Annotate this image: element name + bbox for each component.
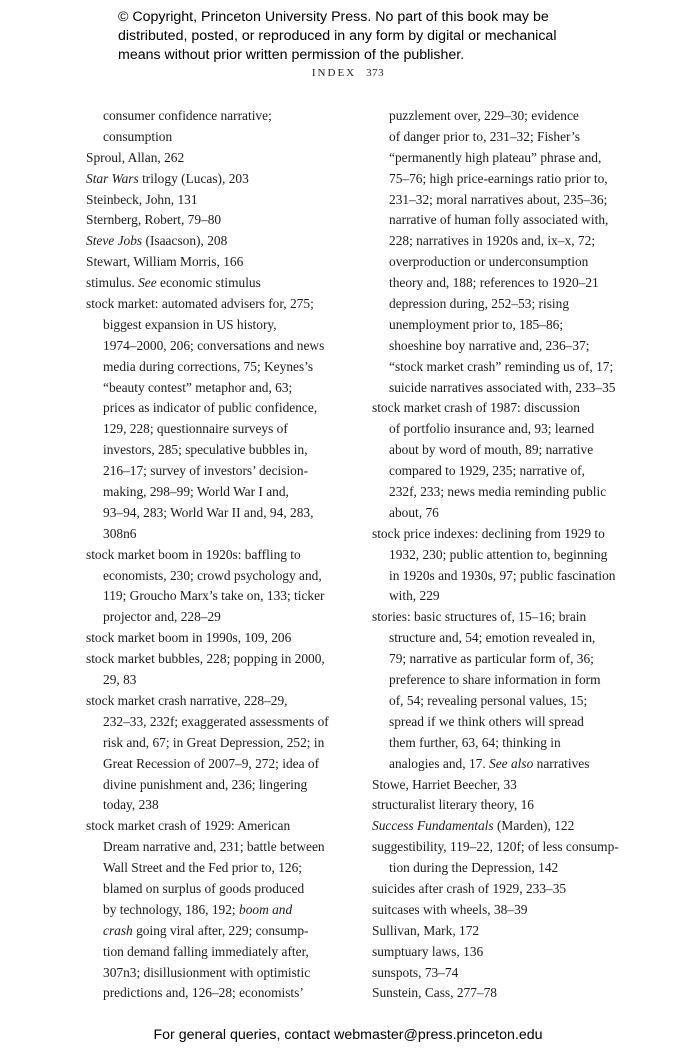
entry-text: narratives	[533, 755, 590, 771]
index-entry-continuation: of danger prior to, 231–32; Fisher’s	[389, 128, 580, 144]
index-entry	[86, 273, 356, 294]
index-entry: Sternberg, Robert, 79–80	[86, 212, 222, 228]
index-entry-continuation: media during corrections, 75; Keynes’s	[103, 358, 314, 374]
index-entry-continuation: tion demand falling immediately after,	[103, 943, 309, 959]
index-entry: stories: basic structures of, 15–16; brain	[372, 609, 587, 625]
index-entry-continuation: compared to 1929, 235; narrative of,	[389, 463, 585, 479]
index-entry-continuation: projector and, 228–29	[103, 609, 221, 625]
index-entry: sumptuary laws, 136	[372, 943, 484, 959]
entry-text: (Isaacson), 208	[142, 233, 228, 249]
italic-title: Star Wars	[86, 170, 139, 186]
index-entry-continuation: 228; narratives in 1920s and, ix–x, 72;	[389, 233, 596, 249]
index-entry-continuation: 129, 228; questionnaire surveys of	[103, 421, 288, 437]
index-entry-continuation: 216–17; survey of investors’ decision-	[103, 463, 309, 479]
index-entry: stock market: automated advisers for, 275;	[86, 296, 314, 312]
index-entry-continuation: them further, 63, 64; thinking in	[389, 734, 561, 750]
index-entry: stock price indexes: declining from 1929 to	[372, 525, 605, 541]
index-entry-continuation: unemployment prior to, 185–86;	[389, 316, 564, 332]
index-column-right	[372, 106, 634, 1004]
italic-title: See also	[489, 755, 534, 771]
index-entry: Sunstein, Cass, 277–78	[372, 985, 497, 1001]
entry-text: by technology, 186, 192;	[103, 901, 239, 917]
index-entry-continuation: depression during, 252–53; rising	[389, 296, 570, 312]
index-entry-continuation	[372, 754, 634, 775]
index-entry: stock market crash narrative, 228–29,	[86, 692, 288, 708]
page-number: 373	[366, 67, 385, 79]
index-entry-continuation: blamed on surplus of goods produced	[103, 880, 305, 896]
index-entry: Sproul, Allan, 262	[86, 149, 185, 165]
index-entry-continuation: 93–94, 283; World War II and, 94, 283,	[103, 504, 314, 520]
entry-text: (Marden), 122	[493, 818, 575, 834]
index-entry: stock market crash of 1929: American	[86, 818, 291, 834]
index-entry-continuation: 1974–2000, 206; conversations and news	[103, 337, 325, 353]
index-entry-continuation: of portfolio insurance and, 93; learned	[389, 421, 595, 437]
index-entry	[372, 816, 634, 837]
index-entry: suitcases with wheels, 38–39	[372, 901, 528, 917]
index-entry-continuation: risk and, 67; in Great Depression, 252; in	[103, 734, 325, 750]
index-entry-continuation: Great Recession of 2007–9, 272; idea of	[103, 755, 320, 771]
italic-title: Steve Jobs	[86, 233, 143, 249]
index-entry-continuation: narrative of human folly associated with,	[389, 212, 609, 228]
index-entry-continuation: Wall Street and the Fed prior to, 126;	[103, 860, 302, 876]
index-entry: Stewart, William Morris, 166	[86, 254, 244, 270]
index-entry-continuation: biggest expansion in US history,	[103, 316, 277, 332]
entry-text: analogies and, 17.	[389, 755, 490, 771]
index-entry-continuation: about, 76	[389, 504, 439, 520]
index-entry-continuation: divine punishment and, 236; lingering	[103, 776, 308, 792]
index-entry-continuation: spread if we think others will spread	[389, 713, 584, 729]
index-column-left	[86, 106, 356, 1004]
index-entry: structuralist literary theory, 16	[372, 797, 535, 813]
index-entry-continuation: 231–32; moral narratives about, 235–36;	[389, 191, 608, 207]
index-entry-continuation: 29, 83	[103, 672, 137, 688]
index-entry-continuation: theory and, 188; references to 1920–21	[389, 275, 599, 291]
index-entry-continuation	[86, 900, 356, 921]
entry-text: economic stimulus	[156, 275, 261, 291]
index-entry	[86, 231, 356, 252]
index-entry-continuation: 1932, 230; public attention to, beginning	[389, 546, 608, 562]
index-entry-continuation: today, 238	[103, 797, 159, 813]
index-entry-continuation: structure and, 54; emotion revealed in,	[389, 630, 596, 646]
index-entry-continuation: overproduction or underconsumption	[389, 254, 589, 270]
index-entry-continuation: with, 229	[389, 588, 440, 604]
index-entry-continuation: suicide narratives associated with, 233–35	[389, 379, 616, 395]
index-entry-continuation: tion during the Depression, 142	[389, 860, 559, 876]
index-entry: Stowe, Harriet Beecher, 33	[372, 776, 517, 792]
index-entry-continuation: “stock market crash” reminding us of, 17;	[389, 358, 614, 374]
index-entry: Steinbeck, John, 131	[86, 191, 198, 207]
index-entry	[86, 169, 356, 190]
index-entry-continuation	[86, 921, 356, 942]
index-entry: suicides after crash of 1929, 233–35	[372, 880, 567, 896]
index-entry-continuation: shoeshine boy narrative and, 236–37;	[389, 337, 590, 353]
index-entry-continuation: Dream narrative and, 231; battle between	[103, 839, 325, 855]
index-entry-continuation: 119; Groucho Marx’s take on, 133; ticker	[103, 588, 325, 604]
running-head-section: INDEX	[311, 67, 357, 79]
index-entry-continuation: making, 298–99; World War I and,	[103, 484, 289, 500]
entry-text: stimulus.	[86, 275, 139, 291]
index-entry-continuation: predictions and, 126–28; economists’	[103, 985, 304, 1001]
index-entry-continuation: 79; narrative as particular form of, 36;	[389, 651, 594, 667]
index-entry-continuation: 232–33, 232f; exaggerated assessments of	[103, 713, 329, 729]
copyright-notice	[118, 8, 618, 65]
index-entry-continuation: economists, 230; crowd psychology and,	[103, 567, 322, 583]
italic-title: crash	[103, 922, 133, 938]
index-entry: stock market boom in 1920s: baffling to	[86, 546, 301, 562]
footer-contact: For general queries, contact webmaster@press.princeton.edu	[153, 1027, 543, 1043]
index-entry-continuation: 308n6	[103, 525, 137, 541]
index-entry-continuation: 307n3; disillusionment with optimistic	[103, 964, 311, 980]
index-entry-continuation: consumer confidence narrative;	[103, 108, 272, 123]
index-entry-continuation: investors, 285; speculative bubbles in,	[103, 442, 308, 458]
index-entry: Sullivan, Mark, 172	[372, 922, 480, 938]
index-entry: suggestibility, 119–22, 120f; of less consump-	[372, 839, 619, 855]
entry-text: going viral after, 229; consump-	[132, 922, 309, 938]
entry-text: trilogy (Lucas), 203	[138, 170, 249, 186]
index-entry-continuation: “beauty contest” metaphor and, 63;	[103, 379, 293, 395]
copyright-line: distributed, posted, or reproduced in any form by digital or mechanical	[118, 28, 557, 44]
index-entry-continuation: of, 54; revealing personal values, 15;	[389, 692, 588, 708]
italic-title: See	[138, 275, 157, 291]
index-entry-continuation: prices as indicator of public confidence,	[103, 400, 318, 416]
index-entry-continuation: about by word of mouth, 89; narrative	[389, 442, 594, 458]
index-entry-continuation: 75–76; high price-earnings ratio prior to,	[389, 170, 608, 186]
copyright-line: © Copyright, Princeton University Press. No part of this book may be	[118, 9, 549, 25]
index-entry: stock market boom in 1990s, 109, 206	[86, 630, 292, 646]
italic-title: boom and	[239, 901, 293, 917]
index-entry: sunspots, 73–74	[372, 964, 459, 980]
index-entry: stock market bubbles, 228; popping in 2000,	[86, 651, 325, 667]
running-head	[0, 67, 696, 79]
copyright-line: means without prior written permission of the publisher.	[118, 47, 465, 63]
index-entry-continuation: 232f, 233; news media reminding public	[389, 484, 607, 500]
index-entry-continuation: in 1920s and 1930s, 97; public fascination	[389, 567, 616, 583]
index-entry-continuation: puzzlement over, 229–30; evidence	[389, 108, 579, 123]
index-entry-continuation: “permanently high plateau” phrase and,	[389, 149, 602, 165]
index-entry-continuation: consumption	[103, 128, 173, 144]
index-entry: stock market crash of 1987: discussion	[372, 400, 580, 416]
italic-title: Success Fundamentals	[372, 818, 494, 834]
index-entry-continuation: preference to share information in form	[389, 672, 601, 688]
